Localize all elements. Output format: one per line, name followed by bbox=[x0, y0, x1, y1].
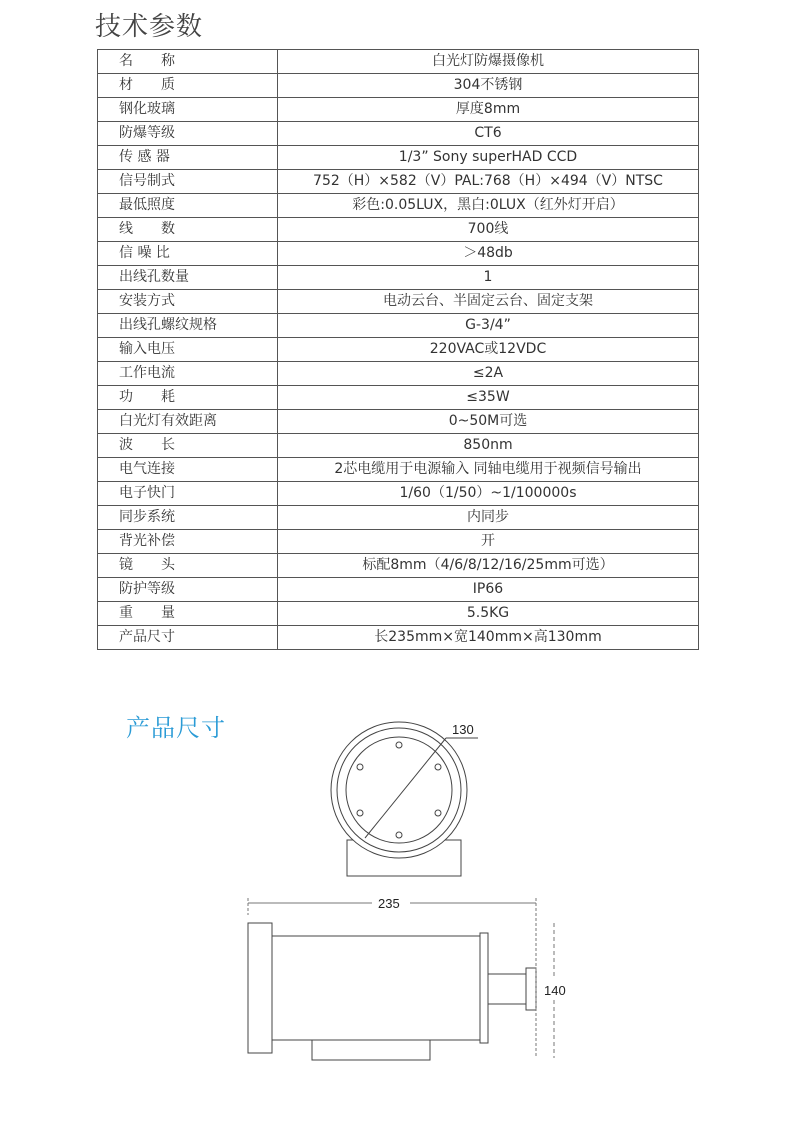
spec-value: 2芯电缆用于电源输入 同轴电缆用于视频信号输出 bbox=[278, 458, 699, 482]
dimensions-title: 产品尺寸 bbox=[126, 714, 226, 742]
spec-value: 内同步 bbox=[278, 506, 699, 530]
rear-cap bbox=[480, 933, 488, 1043]
spec-value: 白光灯防爆摄像机 bbox=[278, 50, 699, 74]
spec-key: 同步系统 bbox=[98, 506, 278, 530]
spec-value: 0~50M可选 bbox=[278, 410, 699, 434]
spec-key: 信号制式 bbox=[98, 170, 278, 194]
spec-key: 安装方式 bbox=[98, 290, 278, 314]
spec-value: 电动云台、半固定云台、固定支架 bbox=[278, 290, 699, 314]
spec-value: 304不锈钢 bbox=[278, 74, 699, 98]
spec-key: 镜 头 bbox=[98, 554, 278, 578]
spec-value: 220VAC或12VDC bbox=[278, 338, 699, 362]
front-view bbox=[331, 722, 478, 876]
spec-key: 电子快门 bbox=[98, 482, 278, 506]
spec-key: 波 长 bbox=[98, 434, 278, 458]
spec-key: 产品尺寸 bbox=[98, 626, 278, 650]
spec-value: 752（H）×582（V）PAL:768（H）×494（V）NTSC bbox=[278, 170, 699, 194]
spec-key: 输入电压 bbox=[98, 338, 278, 362]
spec-value: 850nm bbox=[278, 434, 699, 458]
side-view bbox=[248, 923, 536, 1060]
spec-key: 防护等级 bbox=[98, 578, 278, 602]
spec-key: 白光灯有效距离 bbox=[98, 410, 278, 434]
spec-value: ≤2A bbox=[278, 362, 699, 386]
spec-key: 出线孔螺纹规格 bbox=[98, 314, 278, 338]
spec-key: 功 耗 bbox=[98, 386, 278, 410]
spec-key: 出线孔数量 bbox=[98, 266, 278, 290]
spec-value: 开 bbox=[278, 530, 699, 554]
spec-value: 1 bbox=[278, 266, 699, 290]
cable-gland bbox=[488, 974, 526, 1004]
spec-value: 1/60（1/50）~1/100000s bbox=[278, 482, 699, 506]
spec-key: 防爆等级 bbox=[98, 122, 278, 146]
bottom-mount bbox=[312, 1038, 430, 1060]
spec-value: 700线 bbox=[278, 218, 699, 242]
spec-key: 钢化玻璃 bbox=[98, 98, 278, 122]
spec-key: 背光补偿 bbox=[98, 530, 278, 554]
height-label: 140 bbox=[544, 983, 566, 998]
spec-key: 电气连接 bbox=[98, 458, 278, 482]
spec-key: 工作电流 bbox=[98, 362, 278, 386]
spec-key: 线 数 bbox=[98, 218, 278, 242]
spec-value: 厚度8mm bbox=[278, 98, 699, 122]
front-flange bbox=[248, 923, 272, 1053]
gland-nut bbox=[526, 968, 536, 1010]
spec-value: ＞48db bbox=[278, 242, 699, 266]
length-label: 235 bbox=[378, 896, 400, 911]
spec-key: 信 噪 比 bbox=[98, 242, 278, 266]
spec-key: 传 感 器 bbox=[98, 146, 278, 170]
spec-value: IP66 bbox=[278, 578, 699, 602]
spec-value: G-3/4” bbox=[278, 314, 699, 338]
spec-key: 材 质 bbox=[98, 74, 278, 98]
spec-value: 彩色:0.05LUX，黑白:0LUX（红外灯开启） bbox=[278, 194, 699, 218]
spec-value: 5.5KG bbox=[278, 602, 699, 626]
spec-value: 1/3” Sony superHAD CCD bbox=[278, 146, 699, 170]
spec-value: CT6 bbox=[278, 122, 699, 146]
spec-key: 重 量 bbox=[98, 602, 278, 626]
spec-key: 最低照度 bbox=[98, 194, 278, 218]
front-diameter-label: 130 bbox=[452, 722, 474, 737]
spec-value: ≤35W bbox=[278, 386, 699, 410]
spec-value: 标配8mm（4/6/8/12/16/25mm可选） bbox=[278, 554, 699, 578]
spec-value: 长235mm×宽140mm×高130mm bbox=[278, 626, 699, 650]
page-title: 技术参数 bbox=[95, 12, 204, 42]
spec-key: 名 称 bbox=[98, 50, 278, 74]
housing-body bbox=[272, 936, 480, 1040]
